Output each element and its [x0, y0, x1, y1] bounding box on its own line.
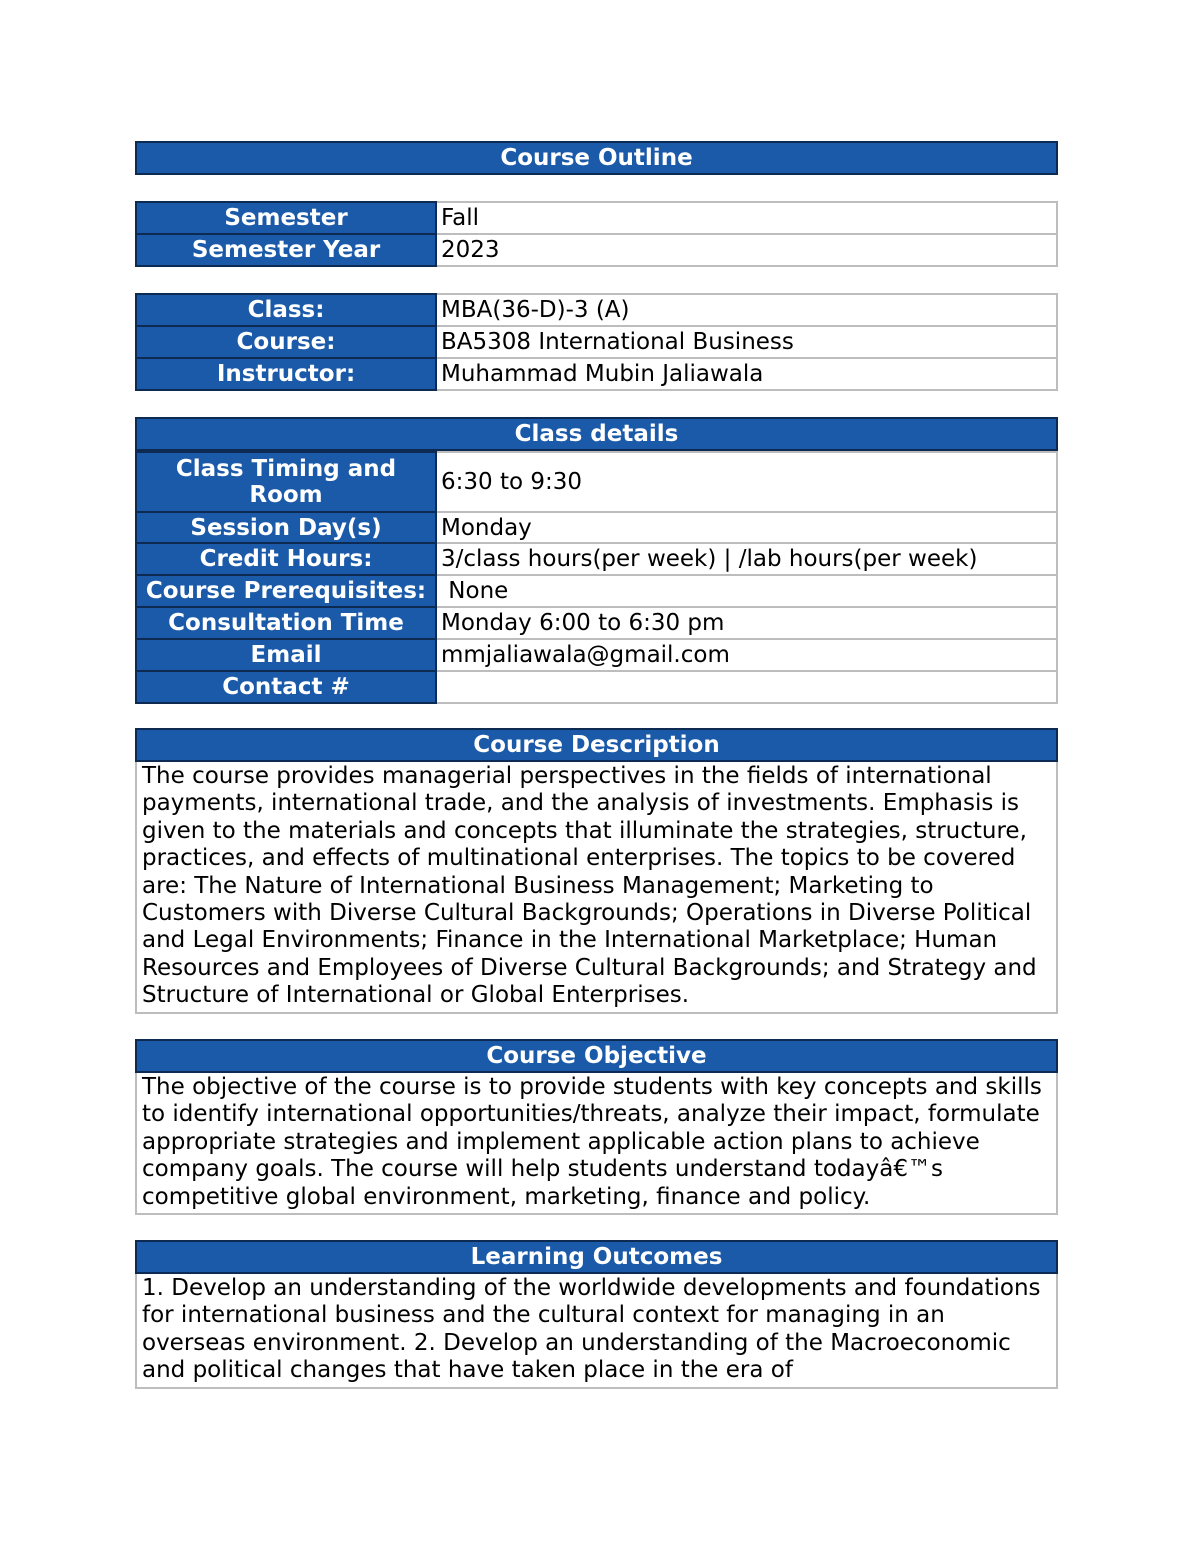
course-objective-section — [135, 1039, 1058, 1215]
semester-value: Fall — [436, 202, 1057, 234]
class-timing-label: Class Timing and Room — [136, 452, 436, 512]
table-row — [136, 671, 1057, 703]
table-row — [136, 234, 1057, 266]
learning-outcomes-text: 1. Develop an understanding of the worldwide developments and foundations for international business and the cultural context for managing in an overseas environment. 2. Develop an understanding of the Macroeconomic and political changes that have taken place in the era of — [135, 1274, 1058, 1389]
page-title: Course Outline — [135, 141, 1058, 175]
prerequisites-label: Course Prerequisites: — [136, 575, 436, 607]
table-row — [136, 543, 1057, 575]
table-row — [136, 575, 1057, 607]
consultation-time-label: Consultation Time — [136, 607, 436, 639]
course-outline-section — [135, 141, 1058, 175]
semester-section — [135, 201, 1058, 267]
learning-outcomes-section — [135, 1240, 1058, 1389]
semester-year-value: 2023 — [436, 234, 1057, 266]
semester-label: Semester — [136, 202, 436, 234]
course-description-text: The course provides managerial perspectives in the fields of international payments, international trade, and the analysis of investments. Emphasis is given to the materials and concepts that illuminate the strategies, structure, practices, and effects of multinational enterprises. The topics to be covered are: The Nature of International Business Management; Marketing to Customers with Diverse Cultural Backgrounds; Operations in Diverse Political and Legal Environments; Finance in the International Marketplace; Human Resources and Employees of Diverse Cultural Backgrounds; and Strategy and Structure of International or Global Enterprises. — [135, 762, 1058, 1014]
class-value: MBA(36-D)-3 (A) — [436, 294, 1057, 326]
semester-year-label: Semester Year — [136, 234, 436, 266]
class-timing-value: 6:30 to 9:30 — [436, 452, 1057, 512]
course-objective-heading: Course Objective — [135, 1039, 1058, 1073]
credit-hours-label: Credit Hours: — [136, 543, 436, 575]
prerequisites-value: None — [436, 575, 1057, 607]
session-days-label: Session Day(s) — [136, 512, 436, 543]
class-details-heading: Class details — [135, 417, 1058, 451]
class-info-section — [135, 293, 1058, 391]
class-info-table — [135, 293, 1058, 391]
table-row — [136, 512, 1057, 543]
contact-label: Contact # — [136, 671, 436, 703]
table-row — [136, 639, 1057, 671]
class-details-section — [135, 417, 1058, 704]
table-row — [136, 202, 1057, 234]
course-objective-text: The objective of the course is to provide students with key concepts and skills to identify international opportunities/threats, analyze their impact, formulate appropriate strategies and implement applicable action plans to achieve company goals. The course will help students understand todayâ€™s competitive global environment, marketing, finance and policy. — [135, 1073, 1058, 1215]
table-row — [136, 358, 1057, 390]
consultation-time-value: Monday 6:00 to 6:30 pm — [436, 607, 1057, 639]
table-row — [136, 326, 1057, 358]
contact-value — [436, 671, 1057, 703]
table-row — [136, 294, 1057, 326]
email-label: Email — [136, 639, 436, 671]
table-row — [136, 452, 1057, 512]
course-description-section — [135, 728, 1058, 1014]
learning-outcomes-heading: Learning Outcomes — [135, 1240, 1058, 1274]
table-row — [136, 607, 1057, 639]
credit-hours-value: 3/class hours(per week) | /lab hours(per week) — [436, 543, 1057, 575]
course-label: Course: — [136, 326, 436, 358]
email-value: mmjaliawala@gmail.com — [436, 639, 1057, 671]
class-details-table — [135, 451, 1058, 704]
course-description-heading: Course Description — [135, 728, 1058, 762]
instructor-value: Muhammad Mubin Jaliawala — [436, 358, 1057, 390]
semester-table — [135, 201, 1058, 267]
instructor-label: Instructor: — [136, 358, 436, 390]
session-days-value: Monday — [436, 512, 1057, 543]
course-value: BA5308 International Business — [436, 326, 1057, 358]
class-label: Class: — [136, 294, 436, 326]
